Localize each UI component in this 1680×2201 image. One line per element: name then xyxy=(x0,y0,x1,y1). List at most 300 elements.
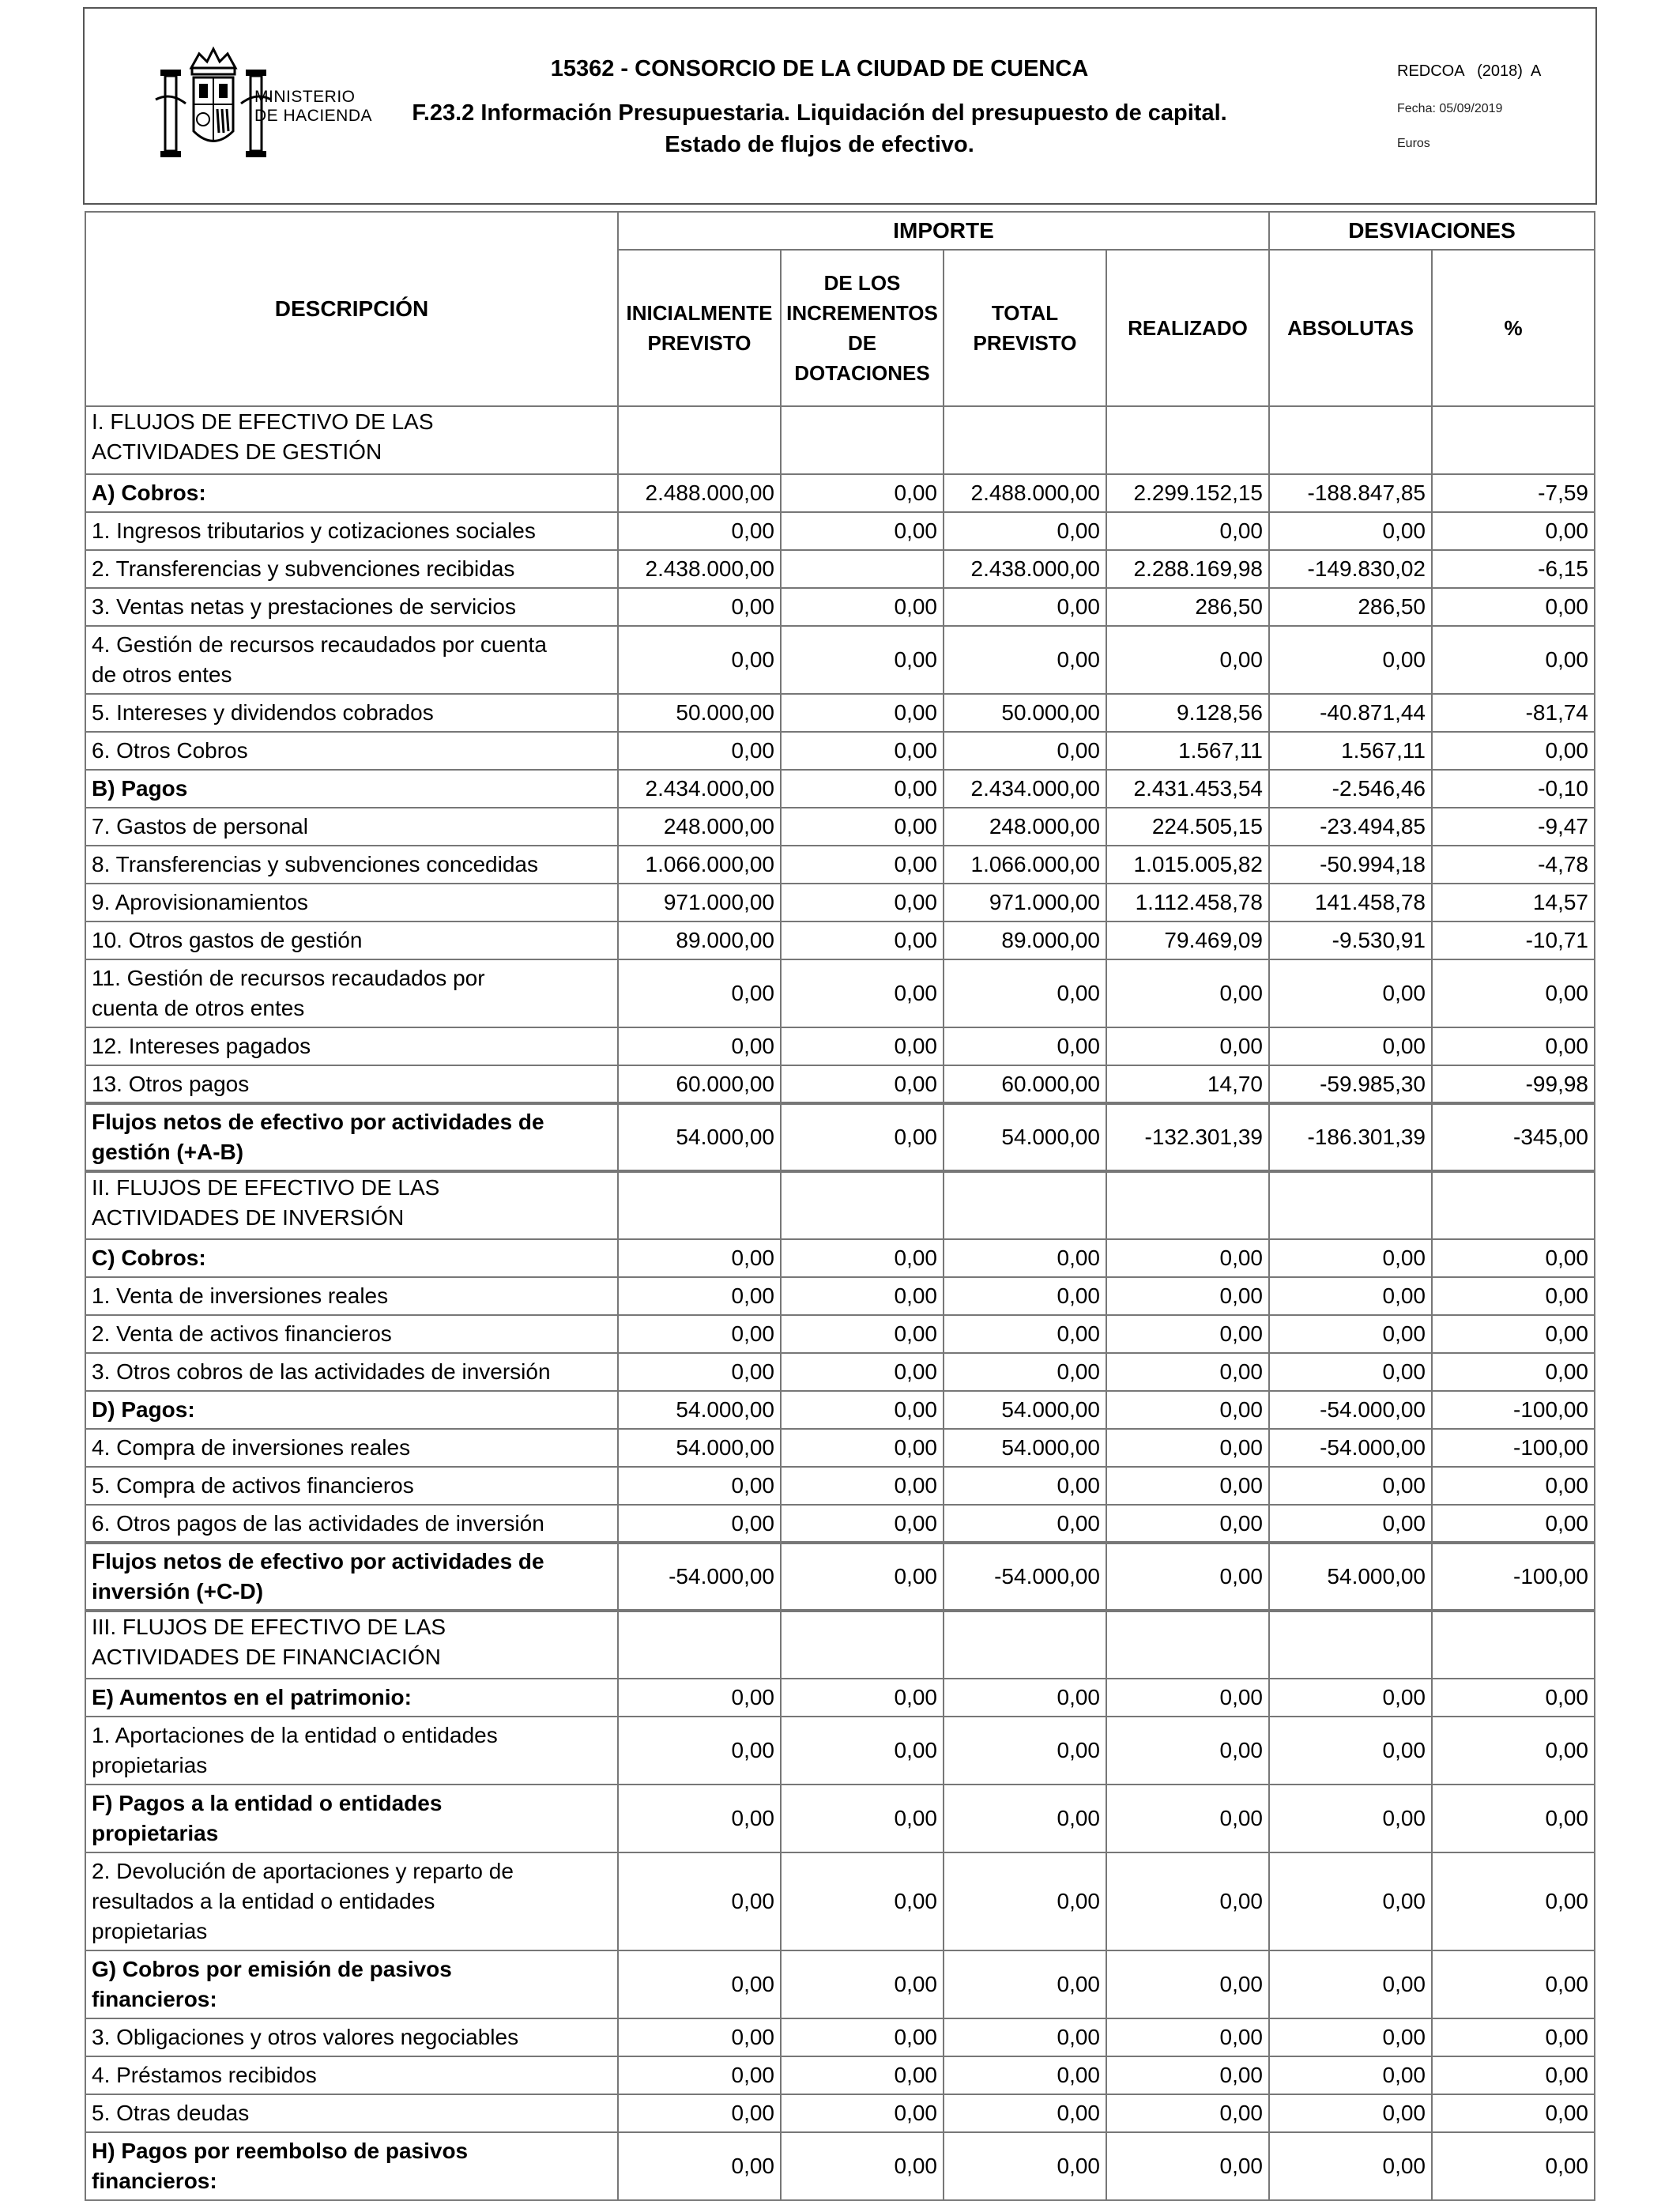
cell-incrementos: 0,00 xyxy=(781,694,944,732)
cell-inicialmente-previsto: 0,00 xyxy=(618,1353,781,1391)
report-code: REDCOA (2018) A xyxy=(1397,62,1542,80)
cell-inicialmente-previsto: 50.000,00 xyxy=(618,694,781,732)
row-description xyxy=(85,959,618,1027)
table-row xyxy=(85,1429,1595,1467)
cell-incrementos: 0,00 xyxy=(781,1852,944,1950)
row-description-line: resultados a la entidad o entidades xyxy=(92,1889,435,1913)
cell-incrementos: 0,00 xyxy=(781,474,944,512)
cell-realizado: 0,00 xyxy=(1106,1467,1269,1505)
cell-total-previsto: 2.488.000,00 xyxy=(944,474,1106,512)
cell-inicialmente-previsto: 89.000,00 xyxy=(618,921,781,959)
cell-incrementos: 0,00 xyxy=(781,1717,944,1785)
table-row xyxy=(85,694,1595,732)
cell-desv-pct xyxy=(1432,1171,1595,1239)
cell-realizado: 0,00 xyxy=(1106,959,1269,1027)
cell-desv-absolutas: 0,00 xyxy=(1269,1679,1432,1717)
row-description-line: 13. Otros pagos xyxy=(92,1071,250,1096)
cell-realizado: 2.288.169,98 xyxy=(1106,550,1269,588)
cell-incrementos: 0,00 xyxy=(781,2094,944,2132)
cell-realizado: 1.567,11 xyxy=(1106,732,1269,770)
cell-realizado: 0,00 xyxy=(1106,1277,1269,1315)
cell-incrementos: 0,00 xyxy=(781,1353,944,1391)
row-description xyxy=(85,512,618,550)
cell-total-previsto: 0,00 xyxy=(944,1505,1106,1543)
cell-desv-pct: 14,57 xyxy=(1432,884,1595,921)
cell-inicialmente-previsto: 0,00 xyxy=(618,1239,781,1277)
cell-desv-absolutas: -40.871,44 xyxy=(1269,694,1432,732)
cell-total-previsto: 89.000,00 xyxy=(944,921,1106,959)
table-row xyxy=(85,1467,1595,1505)
table-body xyxy=(85,406,1595,2200)
row-description xyxy=(85,694,618,732)
row-description xyxy=(85,2132,618,2200)
cell-desv-absolutas: 0,00 xyxy=(1269,2056,1432,2094)
row-description-line: G) Cobros por emisión de pasivos xyxy=(92,1957,452,1981)
row-description-line: 8. Transferencias y subvenciones concedidas xyxy=(92,852,538,876)
table-row xyxy=(85,959,1595,1027)
cell-desv-pct: -0,10 xyxy=(1432,770,1595,808)
col-header-pct: % xyxy=(1432,250,1595,406)
cell-desv-pct: 0,00 xyxy=(1432,512,1595,550)
cell-realizado: 1.112.458,78 xyxy=(1106,884,1269,921)
cell-total-previsto: 971.000,00 xyxy=(944,884,1106,921)
cell-realizado: 286,50 xyxy=(1106,588,1269,626)
cell-realizado: 0,00 xyxy=(1106,1353,1269,1391)
row-description-line: propietarias xyxy=(92,1821,219,1845)
cell-desv-pct: 0,00 xyxy=(1432,1027,1595,1065)
cell-desv-pct: 0,00 xyxy=(1432,1353,1595,1391)
cell-desv-pct: 0,00 xyxy=(1432,2018,1595,2056)
row-description-line: 3. Ventas netas y prestaciones de servicios xyxy=(92,594,516,619)
table-row xyxy=(85,588,1595,626)
cell-realizado: 0,00 xyxy=(1106,1717,1269,1785)
cell-desv-absolutas: -9.530,91 xyxy=(1269,921,1432,959)
row-description-line: de otros entes xyxy=(92,662,232,687)
table-row xyxy=(85,1950,1595,2018)
col-header-descripcion: DESCRIPCIÓN xyxy=(85,212,618,406)
cell-desv-absolutas: 0,00 xyxy=(1269,1852,1432,1950)
table-row xyxy=(85,1239,1595,1277)
cell-desv-pct: -345,00 xyxy=(1432,1103,1595,1171)
row-description-line: 1. Ingresos tributarios y cotizaciones sociales xyxy=(92,518,536,543)
row-description xyxy=(85,808,618,846)
table-row xyxy=(85,732,1595,770)
row-description-line: 1. Venta de inversiones reales xyxy=(92,1283,389,1308)
cell-incrementos: 0,00 xyxy=(781,921,944,959)
table-row xyxy=(85,1065,1595,1103)
cell-realizado xyxy=(1106,1171,1269,1239)
cell-incrementos xyxy=(781,1171,944,1239)
row-description xyxy=(85,1785,618,1852)
cell-desv-pct: -6,15 xyxy=(1432,550,1595,588)
row-description-line: Flujos netos de efectivo por actividades de xyxy=(92,1549,544,1573)
col-header-line: PREVISTO xyxy=(647,331,751,355)
cell-incrementos: 0,00 xyxy=(781,588,944,626)
row-description-line: 9. Aprovisionamientos xyxy=(92,890,308,914)
cell-desv-absolutas: 0,00 xyxy=(1269,1717,1432,1785)
cell-desv-pct: -100,00 xyxy=(1432,1543,1595,1611)
cell-inicialmente-previsto: 54.000,00 xyxy=(618,1391,781,1429)
cell-realizado: 0,00 xyxy=(1106,2018,1269,2056)
cell-realizado: 2.299.152,15 xyxy=(1106,474,1269,512)
cell-total-previsto: 0,00 xyxy=(944,1467,1106,1505)
cell-inicialmente-previsto: 0,00 xyxy=(618,588,781,626)
row-description xyxy=(85,1027,618,1065)
table-row xyxy=(85,1611,1595,1679)
cell-desv-absolutas: -188.847,85 xyxy=(1269,474,1432,512)
cell-realizado: 79.469,09 xyxy=(1106,921,1269,959)
cell-incrementos xyxy=(781,1611,944,1679)
cell-realizado: 0,00 xyxy=(1106,1429,1269,1467)
report-title-line-1: F.23.2 Información Presupuestaria. Liquidación del presupuesto de capital. xyxy=(412,100,1227,126)
cell-inicialmente-previsto: 0,00 xyxy=(618,1679,781,1717)
cell-inicialmente-previsto xyxy=(618,406,781,474)
cell-desv-pct: 0,00 xyxy=(1432,1852,1595,1950)
cell-desv-absolutas: 54.000,00 xyxy=(1269,1543,1432,1611)
cell-desv-absolutas: 0,00 xyxy=(1269,1467,1432,1505)
cell-total-previsto xyxy=(944,1171,1106,1239)
cell-desv-absolutas: -23.494,85 xyxy=(1269,808,1432,846)
cell-incrementos: 0,00 xyxy=(781,1505,944,1543)
cell-incrementos: 0,00 xyxy=(781,1950,944,2018)
cell-inicialmente-previsto: 0,00 xyxy=(618,1950,781,2018)
row-description xyxy=(85,588,618,626)
row-description xyxy=(85,1429,618,1467)
cell-desv-absolutas: 0,00 xyxy=(1269,1315,1432,1353)
cell-desv-pct xyxy=(1432,1611,1595,1679)
row-description-line: 6. Otros Cobros xyxy=(92,738,248,763)
cell-total-previsto: 0,00 xyxy=(944,626,1106,694)
row-description-line: D) Pagos: xyxy=(92,1397,195,1422)
report-title xyxy=(385,97,1254,160)
row-description-line: propietarias xyxy=(92,1919,208,1943)
cell-incrementos: 0,00 xyxy=(781,770,944,808)
table-row xyxy=(85,626,1595,694)
col-header-line: INICIALMENTE xyxy=(626,301,773,325)
row-description-line: 5. Compra de activos financieros xyxy=(92,1473,414,1498)
cell-total-previsto: 0,00 xyxy=(944,959,1106,1027)
cell-desv-absolutas xyxy=(1269,406,1432,474)
table-row xyxy=(85,1679,1595,1717)
cell-desv-absolutas: 286,50 xyxy=(1269,588,1432,626)
cell-inicialmente-previsto: 0,00 xyxy=(618,1027,781,1065)
cell-desv-pct: 0,00 xyxy=(1432,1505,1595,1543)
cell-desv-pct: 0,00 xyxy=(1432,1467,1595,1505)
cell-desv-absolutas: 0,00 xyxy=(1269,2132,1432,2200)
cell-inicialmente-previsto: 54.000,00 xyxy=(618,1429,781,1467)
cell-total-previsto: 2.434.000,00 xyxy=(944,770,1106,808)
cell-total-previsto: 0,00 xyxy=(944,512,1106,550)
cell-inicialmente-previsto: 0,00 xyxy=(618,959,781,1027)
cell-realizado: 0,00 xyxy=(1106,1315,1269,1353)
table-row xyxy=(85,1171,1595,1239)
cell-desv-absolutas: 0,00 xyxy=(1269,2094,1432,2132)
col-header-realizado: REALIZADO xyxy=(1106,250,1269,406)
row-description xyxy=(85,1467,618,1505)
row-description xyxy=(85,1065,618,1103)
row-description xyxy=(85,406,618,474)
cell-inicialmente-previsto: 54.000,00 xyxy=(618,1103,781,1171)
table-row xyxy=(85,846,1595,884)
row-description-line: A) Cobros: xyxy=(92,481,206,505)
row-description xyxy=(85,846,618,884)
row-description-line: 10. Otros gastos de gestión xyxy=(92,928,363,952)
cell-desv-absolutas: 0,00 xyxy=(1269,512,1432,550)
cell-desv-absolutas: 0,00 xyxy=(1269,1027,1432,1065)
cell-incrementos: 0,00 xyxy=(781,1429,944,1467)
cell-desv-absolutas: 1.567,11 xyxy=(1269,732,1432,770)
cell-total-previsto: 0,00 xyxy=(944,1852,1106,1950)
cell-total-previsto: 0,00 xyxy=(944,732,1106,770)
row-description xyxy=(85,474,618,512)
col-header-line: INCREMENTOS xyxy=(786,301,938,325)
cell-inicialmente-previsto: 0,00 xyxy=(618,512,781,550)
cell-inicialmente-previsto: 0,00 xyxy=(618,1717,781,1785)
cell-desv-pct: 0,00 xyxy=(1432,2056,1595,2094)
cell-incrementos: 0,00 xyxy=(781,1315,944,1353)
row-description-line: 2. Venta de activos financieros xyxy=(92,1321,392,1346)
row-description xyxy=(85,1505,618,1543)
row-description-line: cuenta de otros entes xyxy=(92,996,305,1020)
col-header-line: TOTAL xyxy=(991,301,1059,325)
cell-incrementos: 0,00 xyxy=(781,1543,944,1611)
cell-total-previsto: 0,00 xyxy=(944,1239,1106,1277)
row-description-line: propietarias xyxy=(92,1753,208,1777)
row-description-line: 3. Otros cobros de las actividades de inversión xyxy=(92,1359,551,1384)
cell-desv-absolutas: -54.000,00 xyxy=(1269,1429,1432,1467)
table-row xyxy=(85,1505,1595,1543)
row-description-line: 6. Otros pagos de las actividades de inversión xyxy=(92,1510,544,1536)
col-header-line: PREVISTO xyxy=(973,331,1077,355)
cell-incrementos: 0,00 xyxy=(781,1027,944,1065)
cell-inicialmente-previsto: 971.000,00 xyxy=(618,884,781,921)
row-description-line: ACTIVIDADES DE GESTIÓN xyxy=(92,439,382,464)
row-description-line: 5. Otras deudas xyxy=(92,2101,250,2125)
row-description xyxy=(85,1315,618,1353)
cell-desv-pct: -81,74 xyxy=(1432,694,1595,732)
cell-incrementos: 0,00 xyxy=(781,1467,944,1505)
cell-desv-absolutas: 0,00 xyxy=(1269,1277,1432,1315)
cell-inicialmente-previsto xyxy=(618,1611,781,1679)
row-description xyxy=(85,884,618,921)
row-description-line: III. FLUJOS DE EFECTIVO DE LAS xyxy=(92,1615,446,1639)
cell-desv-absolutas: 0,00 xyxy=(1269,1950,1432,2018)
cell-inicialmente-previsto: 60.000,00 xyxy=(618,1065,781,1103)
row-description xyxy=(85,1543,618,1611)
col-group-importe: IMPORTE xyxy=(618,212,1269,250)
row-description xyxy=(85,770,618,808)
table-row xyxy=(85,1353,1595,1391)
row-description-line: 3. Obligaciones y otros valores negociables xyxy=(92,2025,519,2049)
cell-desv-absolutas: 0,00 xyxy=(1269,1785,1432,1852)
row-description-line: 4. Compra de inversiones reales xyxy=(92,1435,411,1460)
cell-desv-pct: 0,00 xyxy=(1432,732,1595,770)
table-row xyxy=(85,550,1595,588)
cell-realizado xyxy=(1106,406,1269,474)
cell-incrementos: 0,00 xyxy=(781,2132,944,2200)
cell-desv-pct: 0,00 xyxy=(1432,2132,1595,2200)
cell-inicialmente-previsto: 248.000,00 xyxy=(618,808,781,846)
cell-incrementos: 0,00 xyxy=(781,1239,944,1277)
cell-total-previsto: 50.000,00 xyxy=(944,694,1106,732)
report-title-line-2: Estado de flujos de efectivo. xyxy=(665,132,974,157)
currency-label: Euros xyxy=(1397,137,1430,150)
table-row xyxy=(85,2132,1595,2200)
cell-incrementos: 0,00 xyxy=(781,2056,944,2094)
col-header-total-previsto xyxy=(944,250,1106,406)
table-row xyxy=(85,1785,1595,1852)
cell-realizado: 0,00 xyxy=(1106,1391,1269,1429)
cell-desv-pct: -100,00 xyxy=(1432,1429,1595,1467)
col-header-inicialmente-previsto xyxy=(618,250,781,406)
row-description-line: H) Pagos por reembolso de pasivos xyxy=(92,2139,469,2163)
row-description xyxy=(85,1353,618,1391)
cell-realizado: 0,00 xyxy=(1106,626,1269,694)
col-header-incrementos xyxy=(781,250,944,406)
cell-total-previsto: -54.000,00 xyxy=(944,1543,1106,1611)
cell-total-previsto: 54.000,00 xyxy=(944,1103,1106,1171)
row-description-line: C) Cobros: xyxy=(92,1246,206,1270)
cell-desv-pct: -9,47 xyxy=(1432,808,1595,846)
cell-total-previsto: 0,00 xyxy=(944,1353,1106,1391)
row-description-line: 2. Transferencias y subvenciones recibidas xyxy=(92,556,515,581)
row-description-line: 12. Intereses pagados xyxy=(92,1034,311,1058)
cell-inicialmente-previsto: 0,00 xyxy=(618,1852,781,1950)
report-header xyxy=(83,7,1597,205)
cell-desv-absolutas: 0,00 xyxy=(1269,626,1432,694)
row-description xyxy=(85,1679,618,1717)
cell-desv-absolutas: -149.830,02 xyxy=(1269,550,1432,588)
cell-realizado: 0,00 xyxy=(1106,1785,1269,1852)
row-description-line: 4. Gestión de recursos recaudados por cuenta xyxy=(92,632,547,657)
cell-desv-absolutas: -59.985,30 xyxy=(1269,1065,1432,1103)
cell-desv-pct: -100,00 xyxy=(1432,1391,1595,1429)
cell-incrementos: 0,00 xyxy=(781,1785,944,1852)
table-row xyxy=(85,2094,1595,2132)
cell-total-previsto: 0,00 xyxy=(944,1027,1106,1065)
cell-inicialmente-previsto: 2.488.000,00 xyxy=(618,474,781,512)
row-description xyxy=(85,1239,618,1277)
row-description xyxy=(85,626,618,694)
cell-desv-absolutas: -186.301,39 xyxy=(1269,1103,1432,1171)
cell-realizado xyxy=(1106,1611,1269,1679)
row-description-line: 1. Aportaciones de la entidad o entidades xyxy=(92,1723,498,1747)
cell-total-previsto: 60.000,00 xyxy=(944,1065,1106,1103)
cell-inicialmente-previsto: 0,00 xyxy=(618,1467,781,1505)
cell-total-previsto: 0,00 xyxy=(944,2056,1106,2094)
cell-incrementos: 0,00 xyxy=(781,1277,944,1315)
col-header-line: DOTACIONES xyxy=(794,361,930,385)
table-row xyxy=(85,1315,1595,1353)
cell-realizado: 0,00 xyxy=(1106,2056,1269,2094)
cell-realizado: 2.431.453,54 xyxy=(1106,770,1269,808)
cell-inicialmente-previsto: 0,00 xyxy=(618,1505,781,1543)
cell-incrementos xyxy=(781,406,944,474)
row-description xyxy=(85,921,618,959)
cell-realizado: 9.128,56 xyxy=(1106,694,1269,732)
cell-inicialmente-previsto: 0,00 xyxy=(618,2094,781,2132)
cell-total-previsto: 54.000,00 xyxy=(944,1429,1106,1467)
cell-desv-pct: 0,00 xyxy=(1432,626,1595,694)
table-row xyxy=(85,921,1595,959)
row-description-line: financieros: xyxy=(92,1987,217,2011)
row-description xyxy=(85,1950,618,2018)
row-description-line: financieros: xyxy=(92,2169,217,2193)
table-row xyxy=(85,1391,1595,1429)
cell-inicialmente-previsto: 0,00 xyxy=(618,1315,781,1353)
cell-incrementos: 0,00 xyxy=(781,626,944,694)
cell-inicialmente-previsto: 0,00 xyxy=(618,2056,781,2094)
cell-inicialmente-previsto: 2.434.000,00 xyxy=(618,770,781,808)
cell-desv-absolutas: 0,00 xyxy=(1269,959,1432,1027)
cell-desv-absolutas: 0,00 xyxy=(1269,2018,1432,2056)
cell-realizado: 0,00 xyxy=(1106,1543,1269,1611)
cell-incrementos: 0,00 xyxy=(781,959,944,1027)
cell-desv-absolutas: -50.994,18 xyxy=(1269,846,1432,884)
cell-incrementos: 0,00 xyxy=(781,512,944,550)
row-description xyxy=(85,2056,618,2094)
cell-incrementos: 0,00 xyxy=(781,1679,944,1717)
cell-incrementos xyxy=(781,550,944,588)
cell-total-previsto: 0,00 xyxy=(944,2018,1106,2056)
row-description-line: F) Pagos a la entidad o entidades xyxy=(92,1791,443,1815)
table-row xyxy=(85,770,1595,808)
cell-inicialmente-previsto: 0,00 xyxy=(618,1277,781,1315)
cell-desv-pct: 0,00 xyxy=(1432,1717,1595,1785)
cell-desv-pct: 0,00 xyxy=(1432,1950,1595,2018)
cell-inicialmente-previsto: 0,00 xyxy=(618,2018,781,2056)
cell-desv-absolutas xyxy=(1269,1611,1432,1679)
row-description-line: E) Aumentos en el patrimonio: xyxy=(92,1685,412,1709)
table-row xyxy=(85,1852,1595,1950)
cell-desv-pct: 0,00 xyxy=(1432,1315,1595,1353)
cell-realizado: 0,00 xyxy=(1106,2132,1269,2200)
row-description xyxy=(85,2018,618,2056)
cell-desv-absolutas: 0,00 xyxy=(1269,1353,1432,1391)
row-description xyxy=(85,550,618,588)
cell-incrementos: 0,00 xyxy=(781,1103,944,1171)
cell-realizado: 0,00 xyxy=(1106,2094,1269,2132)
cell-incrementos: 0,00 xyxy=(781,846,944,884)
cell-desv-absolutas xyxy=(1269,1171,1432,1239)
table-row xyxy=(85,1543,1595,1611)
cell-desv-pct: 0,00 xyxy=(1432,1239,1595,1277)
cell-desv-pct xyxy=(1432,406,1595,474)
cell-realizado: -132.301,39 xyxy=(1106,1103,1269,1171)
cell-inicialmente-previsto: 1.066.000,00 xyxy=(618,846,781,884)
cell-desv-pct: -7,59 xyxy=(1432,474,1595,512)
cell-realizado: 0,00 xyxy=(1106,1679,1269,1717)
cell-desv-pct: 0,00 xyxy=(1432,1785,1595,1852)
cell-inicialmente-previsto: 2.438.000,00 xyxy=(618,550,781,588)
ministry-name xyxy=(254,88,372,126)
table-row xyxy=(85,2056,1595,2094)
cell-realizado: 224.505,15 xyxy=(1106,808,1269,846)
row-description xyxy=(85,1611,618,1679)
cell-total-previsto: 0,00 xyxy=(944,1950,1106,2018)
table-row xyxy=(85,512,1595,550)
cell-realizado: 14,70 xyxy=(1106,1065,1269,1103)
cell-desv-pct: 0,00 xyxy=(1432,2094,1595,2132)
row-description-line: B) Pagos xyxy=(92,776,188,801)
cell-incrementos: 0,00 xyxy=(781,2018,944,2056)
cell-realizado: 0,00 xyxy=(1106,1505,1269,1543)
cell-desv-absolutas: 141.458,78 xyxy=(1269,884,1432,921)
row-description xyxy=(85,1277,618,1315)
row-description xyxy=(85,1717,618,1785)
cell-total-previsto: 0,00 xyxy=(944,1717,1106,1785)
cell-total-previsto: 0,00 xyxy=(944,1679,1106,1717)
